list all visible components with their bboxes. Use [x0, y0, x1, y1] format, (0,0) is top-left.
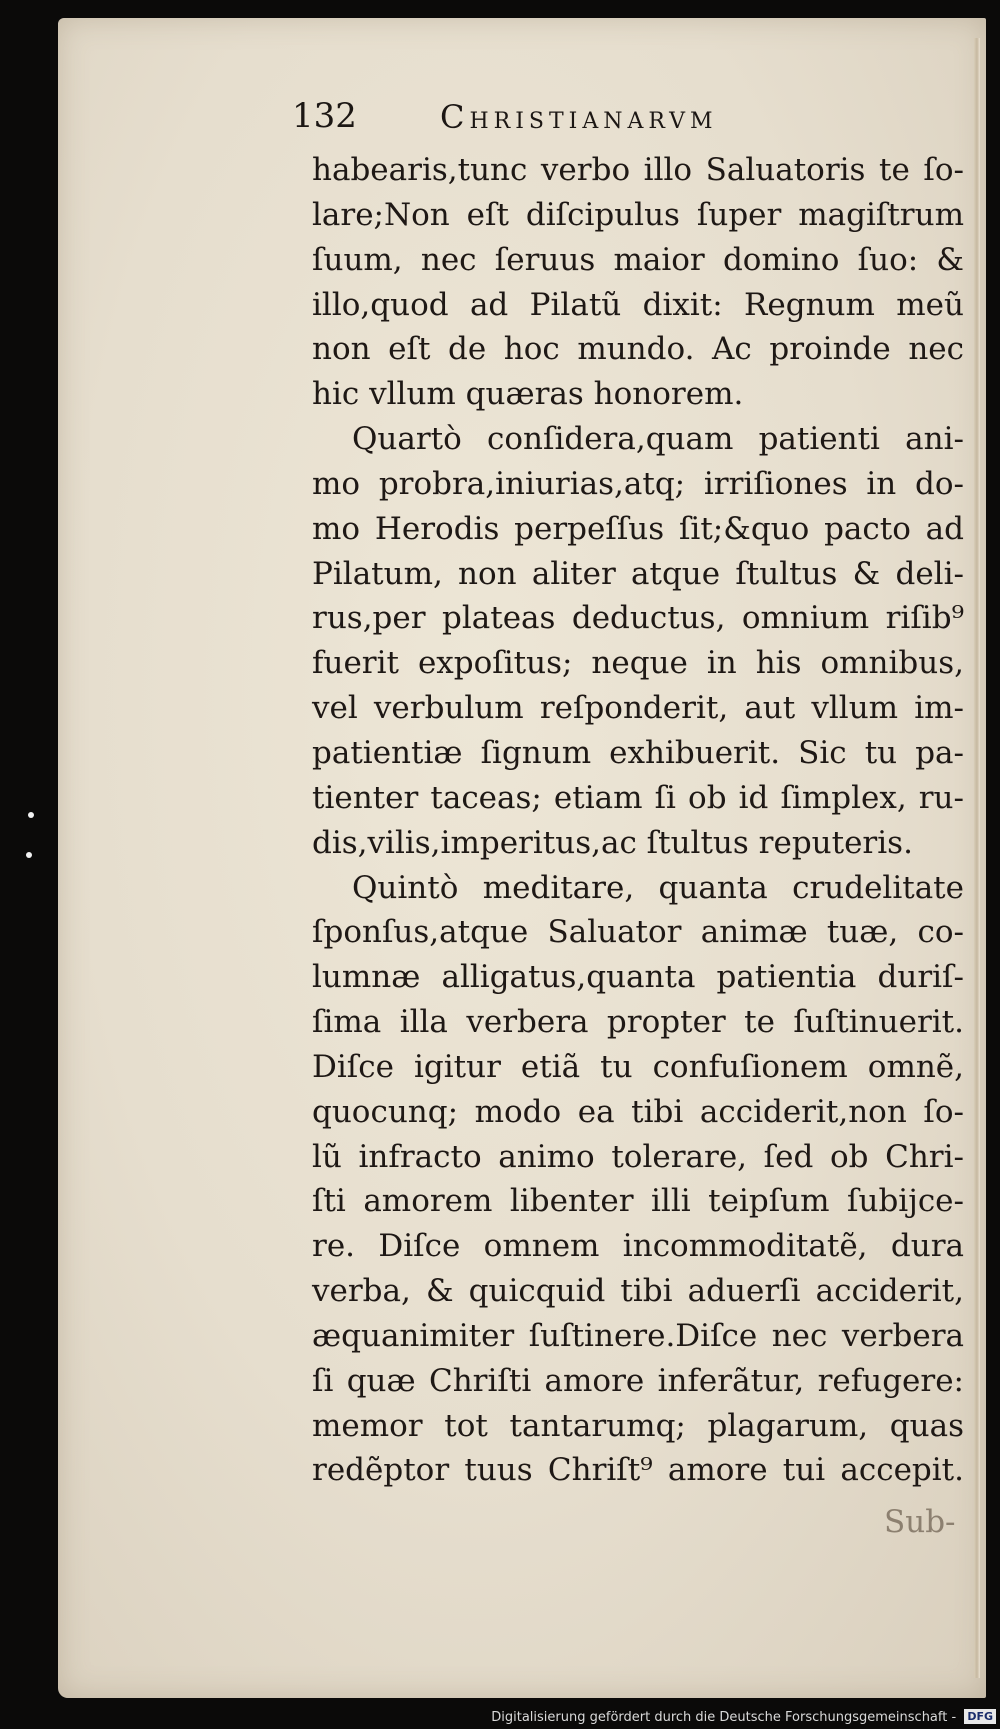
text-line: ſti amorem libenter illi teipſum ſubijce-	[312, 1183, 964, 1220]
dfg-logo: DFG	[964, 1709, 996, 1724]
text-line: ſuum, nec ſeruus maior domino ſuo: &	[312, 241, 964, 278]
text-line: Pilatum, non aliter atque ſtultus & deli-	[312, 555, 964, 592]
text-line: patientiæ ſignum exhibuerit. Sic tu pa-	[312, 734, 964, 771]
page-edge	[974, 38, 980, 1678]
body-text	[312, 148, 964, 1493]
text-line: verba, & quicquid tibi aduerſi acciderit,	[312, 1273, 964, 1310]
text-line: re. Diſce omnem incommoditatẽ, dura	[312, 1228, 964, 1265]
page-header	[292, 96, 852, 142]
text-line: redẽptor tuus Chriſt⁹ amore tui accepit.	[312, 1452, 964, 1489]
text-line: lare;Non eſt diſcipulus ſuper magiſtrum	[312, 196, 964, 233]
text-line: Quintò meditare, quanta crudelitate	[352, 869, 964, 906]
text-line: lumnæ alligatus,quanta patientia duriſ-	[312, 959, 964, 996]
text-line: memor tot tantarumq; plagarum, quas	[312, 1407, 964, 1444]
text-line: illo,quod ad Pilatũ dixit: Regnum meũ	[312, 286, 964, 323]
text-line: non eſt de hoc mundo. Ac proinde nec	[312, 331, 964, 368]
text-line: Quartò conſidera,quam patienti ani-	[352, 421, 964, 458]
text-line: dis,vilis,imperitus,ac ſtultus reputeris.	[312, 824, 913, 861]
text-line: fuerit expoſitus; neque in his omnibus,	[312, 645, 964, 682]
text-line: hic vllum quæras honorem.	[312, 376, 744, 413]
text-line: Diſce igitur etiã tu confuſionem omnẽ,	[312, 1048, 964, 1085]
page-number: 132	[292, 96, 357, 136]
text-line: mo probra,iniurias,atq; irriſiones in do-	[312, 465, 964, 502]
text-line: æquanimiter ſuſtinere.Diſce nec verbera	[312, 1317, 964, 1354]
dust-mark	[28, 812, 34, 818]
text-line: ſi quæ Chriſti amore inferãtur, refugere:	[312, 1362, 964, 1399]
running-head: Christianarvm	[440, 98, 718, 136]
text-line: vel verbulum reſponderit, aut vllum im-	[312, 690, 964, 727]
text-line: mo Herodis perpeſſus ſit;&quo pacto ad	[312, 510, 964, 547]
text-line: rus,per plateas deductus, omnium riſib⁹	[312, 600, 964, 637]
dust-mark	[26, 852, 32, 858]
text-line: lũ infracto animo tolerare, ſed ob Chri-	[312, 1138, 964, 1175]
text-line: tienter taceas; etiam ſi ob id ſimplex, ru-	[312, 779, 964, 816]
text-line: habearis,tunc verbo illo Saluatoris te ſo-	[312, 152, 964, 188]
funding-footer	[483, 1707, 1000, 1729]
text-line: ſima illa verbera propter te ſuſtinuerit.	[312, 1004, 964, 1041]
text-line: quocunq; modo ea tibi acciderit,non ſo-	[312, 1093, 964, 1130]
catchword: Sub-	[884, 1504, 956, 1540]
text-line: ſponſus,atque Saluator animæ tuæ, co-	[312, 914, 964, 951]
funding-notice: Digitalisierung gefördert durch die Deutsche Forschungsgemeinschaft -	[491, 1710, 957, 1725]
